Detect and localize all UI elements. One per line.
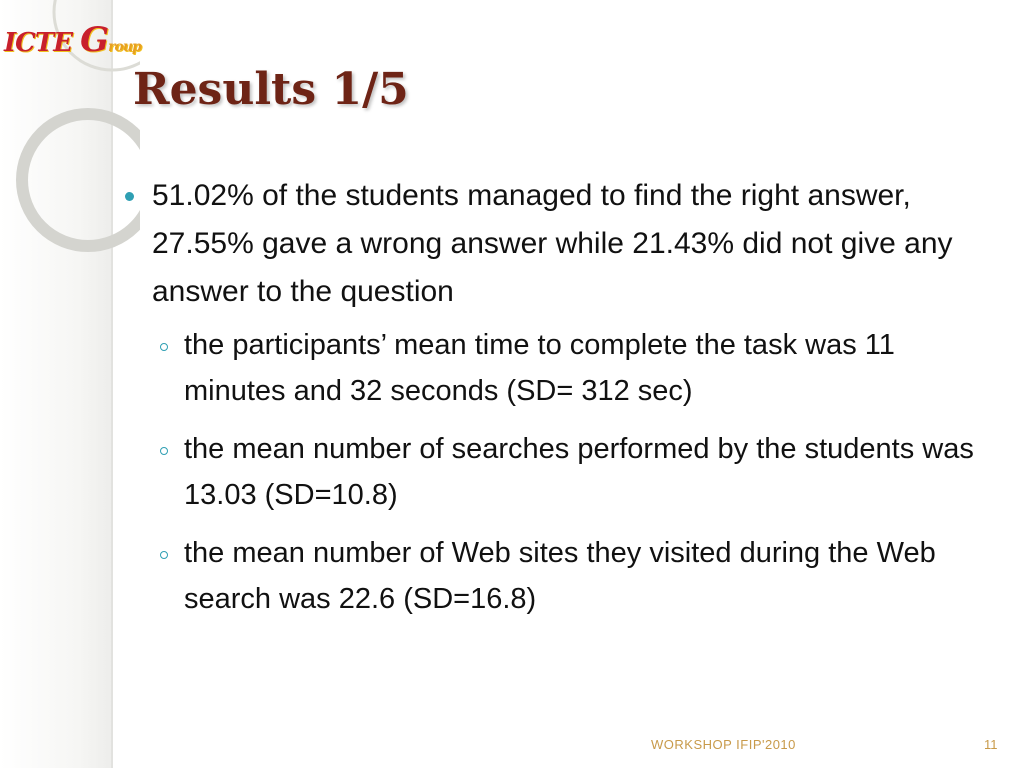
sub-bullet-ring-icon	[160, 447, 168, 455]
sub-bullet-text: the mean number of Web sites they visited during the Web search was 22.6 (SD=16.8)	[184, 537, 936, 615]
logo-ict: ICT	[4, 28, 54, 58]
sub-bullet-ring-icon	[160, 551, 168, 559]
logo-roup: roup	[108, 39, 141, 55]
sub-bullet-item	[152, 530, 996, 622]
slide-content	[116, 172, 996, 634]
sub-bullet-item	[152, 426, 996, 518]
ictegroup-logo	[4, 20, 141, 60]
logo-e: E	[53, 28, 73, 58]
bullet-dot-icon	[125, 192, 134, 201]
logo-g: G	[80, 20, 109, 60]
main-bullet	[116, 172, 996, 316]
sub-bullet-text: the participants’ mean time to complete the task was 11 minutes and 32 seconds (SD= 312 sec)	[184, 329, 895, 407]
slide-number: 11	[984, 737, 998, 752]
sub-bullet-ring-icon	[160, 343, 168, 351]
main-bullet-text: 51.02% of the students managed to find the right answer, 27.55% gave a wrong answer while 21.43% did not give any answer to the question	[152, 179, 953, 308]
sub-bullet-item	[152, 322, 996, 414]
sub-bullet-text: the mean number of searches performed by the students was 13.03 (SD=10.8)	[184, 433, 974, 511]
sub-bullet-list	[116, 322, 996, 622]
slide-title: Results 1/5	[133, 64, 409, 115]
slide-footer: WORKSHOP IFIP'2010	[651, 737, 796, 752]
